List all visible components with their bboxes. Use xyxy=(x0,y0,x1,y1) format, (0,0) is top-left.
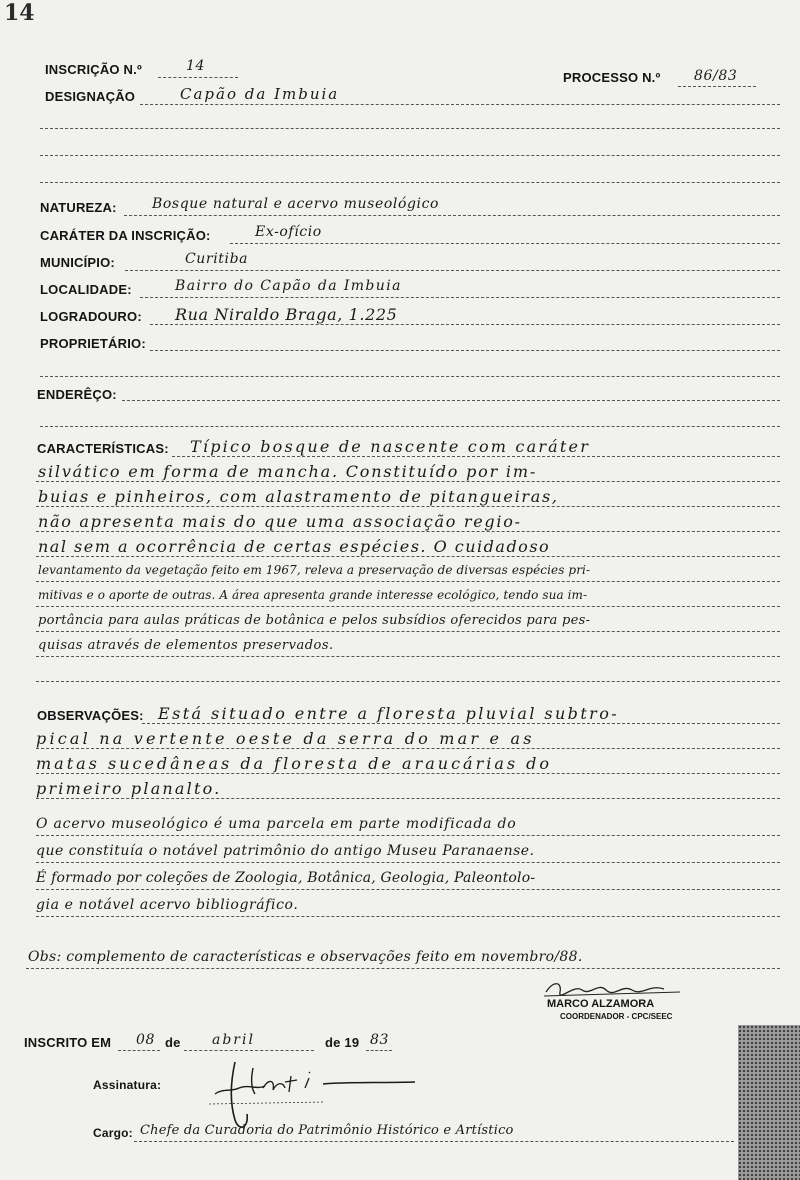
observacoes-line-1: Está situado entre a floresta pluvial subtro- xyxy=(158,704,620,723)
ruled-line xyxy=(36,862,780,863)
natureza-value: Bosque natural e acervo museológico xyxy=(152,196,440,212)
observacoes-label: OBSERVAÇÕES: xyxy=(37,708,144,723)
obs-line xyxy=(26,968,780,969)
caracteristicas-line-7: mitivas e o aporte de outras. A área apresenta grande interesse ecológico, tendo sua im- xyxy=(38,588,588,602)
caracteristicas-line-6: levantamento da vegetação feito em 1967, releva a preservação de diversas espécies pri- xyxy=(38,563,591,577)
cargo-line xyxy=(134,1141,734,1142)
obs-note: Obs: complemento de características e observações feito em novembro/88. xyxy=(28,949,583,965)
processo-value: 86/83 xyxy=(694,68,738,84)
processo-label: PROCESSO N.º xyxy=(563,70,661,85)
caracteristicas-line-5: nal sem a ocorrência de certas espécies. O cuidadoso xyxy=(38,537,551,556)
ruled-line xyxy=(36,889,780,890)
ruled-line xyxy=(36,748,780,749)
caracteristicas-label: CARACTERÍSTICAS: xyxy=(37,441,169,456)
proprietario-label: PROPRIETÁRIO: xyxy=(40,336,146,351)
caracteristicas-line-4: não apresenta mais do que uma associação regio- xyxy=(38,512,522,531)
municipio-label: MUNICÍPIO: xyxy=(40,255,115,270)
designacao-value: Capão da Imbuia xyxy=(180,85,340,103)
ruled-line xyxy=(142,723,780,724)
localidade-line xyxy=(140,297,780,298)
ruled-line xyxy=(36,835,780,836)
ruled-line xyxy=(36,773,780,774)
observacoes-line-4: primeiro planalto. xyxy=(36,779,222,798)
observacoes-line-8: gia e notável acervo bibliográfico. xyxy=(36,897,299,913)
localidade-label: LOCALIDADE: xyxy=(40,282,132,297)
inscrito-de-2: de 19 xyxy=(325,1035,360,1050)
observacoes-line-6: que constituía o notável patrimônio do antigo Museu Paranaense. xyxy=(36,843,535,859)
natureza-label: NATUREZA: xyxy=(40,200,117,215)
ruled-line xyxy=(36,656,780,657)
ruled-line xyxy=(36,531,780,532)
carater-line xyxy=(230,243,780,244)
inscrito-day: 08 xyxy=(136,1032,156,1048)
ruled-line xyxy=(36,556,780,557)
municipio-line xyxy=(125,270,780,271)
inscricao-line xyxy=(158,77,238,78)
cargo-label: Cargo: xyxy=(93,1126,133,1140)
logradouro-line xyxy=(150,324,780,325)
caracteristicas-line-8: portância para aulas práticas de botânica e pelos subsídios oferecidos para pes- xyxy=(38,613,591,628)
scan-edge-pattern xyxy=(738,1025,800,1180)
blank-line xyxy=(36,681,780,682)
page-number: 14 xyxy=(4,0,35,26)
inscricao-label: INSCRIÇÃO N.º xyxy=(45,62,142,77)
caracteristicas-line-3: buias e pinheiros, com alastramento de pitangueiras, xyxy=(38,487,559,506)
designacao-line xyxy=(140,104,780,105)
ruled-line xyxy=(36,631,780,632)
ruled-line xyxy=(172,456,780,457)
caracteristicas-line-9: quisas através de elementos preservados. xyxy=(38,638,334,653)
ruled-line xyxy=(36,798,780,799)
cargo-value: Chefe da Curadoria do Patrimônio Histórico e Artístico xyxy=(140,1123,514,1138)
ruled-line xyxy=(36,916,780,917)
inscricao-value: 14 xyxy=(186,58,206,74)
natureza-line xyxy=(124,215,780,216)
inscrito-de-1: de xyxy=(165,1035,181,1050)
caracteristicas-line-1: Típico bosque de nascente com caráter xyxy=(190,437,591,456)
endereco-line xyxy=(122,400,780,401)
caracteristicas-line-2: silvático em forma de mancha. Constituído por im- xyxy=(38,462,538,481)
ruled-line xyxy=(36,606,780,607)
carater-value: Ex-ofício xyxy=(255,224,322,240)
logradouro-label: LOGRADOURO: xyxy=(40,309,142,324)
logradouro-value: Rua Niraldo Braga, 1.225 xyxy=(175,305,398,324)
year-line xyxy=(366,1050,392,1051)
stamp-role: COORDENADOR - CPC/SEEC xyxy=(560,1012,673,1021)
ruled-line xyxy=(36,481,780,482)
processo-line xyxy=(678,86,756,87)
blank-line xyxy=(40,128,780,129)
endereco-label: ENDERÊÇO: xyxy=(37,387,117,402)
observacoes-line-2: pical na vertente oeste da serra do mar e as xyxy=(36,729,535,748)
designacao-label: DESIGNAÇÃO xyxy=(45,89,136,104)
blank-line xyxy=(40,155,780,156)
coordinator-signature xyxy=(540,976,690,1000)
stamp-name: MARCO ALZAMORA xyxy=(547,998,655,1010)
localidade-value: Bairro do Capão da Imbuia xyxy=(175,278,402,294)
month-line xyxy=(184,1050,314,1051)
inscrito-month: abril xyxy=(212,1032,255,1048)
day-line xyxy=(118,1050,160,1051)
municipio-value: Curitiba xyxy=(185,251,249,267)
ruled-line xyxy=(36,506,780,507)
blank-line xyxy=(40,426,780,427)
carater-label: CARÁTER DA INSCRIÇÃO: xyxy=(40,228,211,243)
observacoes-line-7: É formado por coleções de Zoologia, Botânica, Geologia, Paleontolo- xyxy=(36,870,536,886)
inscrito-year: 83 xyxy=(370,1032,390,1048)
observacoes-line-3: matas sucedâneas da floresta de araucárias do xyxy=(36,754,553,773)
assinatura-label: Assinatura: xyxy=(93,1078,162,1092)
proprietario-line xyxy=(150,350,780,351)
ruled-line xyxy=(36,581,780,582)
observacoes-line-5: O acervo museológico é uma parcela em parte modificada do xyxy=(36,816,517,832)
inscrito-label: INSCRITO EM xyxy=(24,1035,112,1050)
blank-line xyxy=(40,376,780,377)
blank-line xyxy=(40,182,780,183)
